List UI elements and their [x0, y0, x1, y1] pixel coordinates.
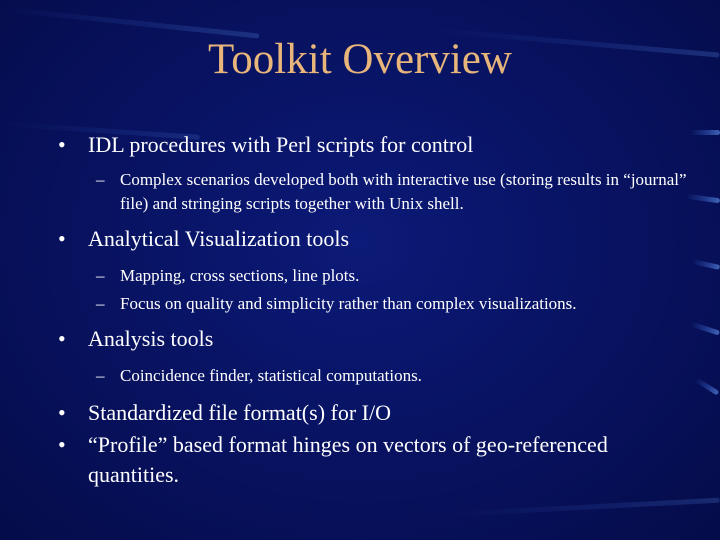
bullet-dot-icon: • — [58, 432, 66, 457]
sub-bullet-text: Coincidence finder, statistical computations. — [120, 366, 422, 385]
dash-icon: – — [96, 366, 105, 385]
bullet-list — [58, 130, 698, 490]
bullet-item — [58, 130, 698, 160]
bullet-text: Analysis tools — [88, 326, 214, 351]
bullet-text: IDL procedures with Perl scripts for control — [88, 132, 474, 157]
sub-bullet-text: Focus on quality and simplicity rather than complex visualizations. — [120, 294, 577, 313]
sub-bullet-item — [58, 168, 698, 216]
sub-bullet-text: Mapping, cross sections, line plots. — [120, 266, 360, 285]
bullet-dot-icon: • — [58, 132, 66, 157]
bullet-item — [58, 430, 698, 490]
slide-title: Toolkit Overview — [208, 36, 512, 83]
dash-icon: – — [96, 294, 105, 313]
bullet-text: Standardized file format(s) for I/O — [88, 400, 391, 425]
sub-bullet-item — [58, 364, 698, 388]
sub-bullet-text: Complex scenarios developed both with interactive use (storing results in “journal” file) and stringing scripts together with Unix shell. — [120, 170, 687, 213]
bullet-item — [58, 224, 698, 254]
bullet-item — [58, 398, 698, 428]
sub-bullet-item — [58, 292, 698, 316]
bullet-dot-icon: • — [58, 226, 66, 251]
bullet-dot-icon: • — [58, 400, 66, 425]
bullet-text: Analytical Visualization tools — [88, 226, 350, 251]
sub-bullet-item — [58, 264, 698, 288]
dash-icon: – — [96, 170, 105, 189]
bullet-dot-icon: • — [58, 326, 66, 351]
dash-icon: – — [96, 266, 105, 285]
bullet-item — [58, 324, 698, 354]
background-streak — [440, 498, 720, 518]
bullet-text: “Profile” based format hinges on vectors of geo-referenced quantities. — [88, 432, 608, 487]
background-streak — [695, 377, 720, 395]
